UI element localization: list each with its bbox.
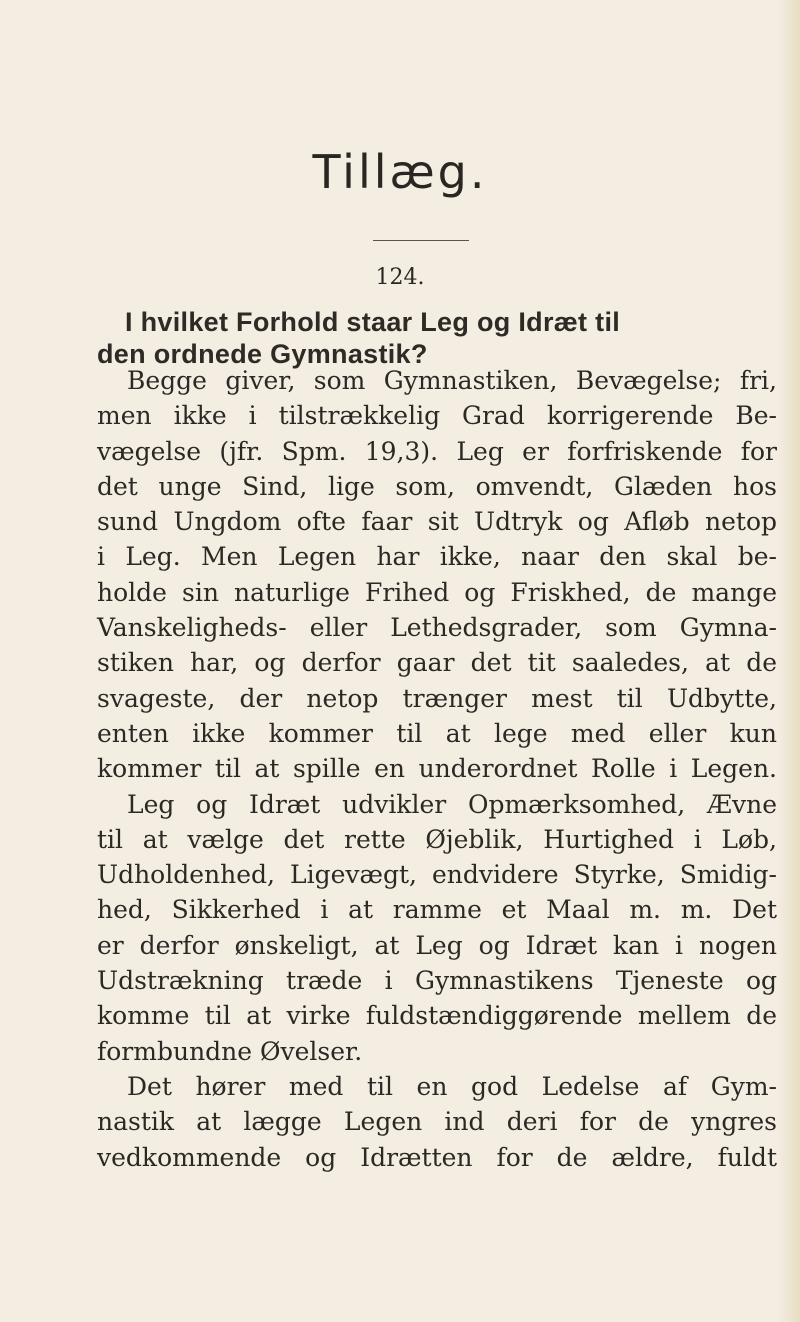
text-line: sund Ungdom ofte faar sit Udtryk og Afløb netop xyxy=(97,507,777,537)
question-number: 124. xyxy=(375,265,425,290)
text-line: vægelse (jfr. Spm. 19,3). Leg er forfriskende for xyxy=(97,436,777,466)
text-line: Det hører med til en god Ledelse af Gym- xyxy=(127,1071,777,1101)
text-line: det unge Sind, lige som, omvendt, Glæden hos xyxy=(97,471,777,501)
text-line: til at vælge det rette Øjeblik, Hurtighed i Løb, xyxy=(97,824,777,854)
answer-body xyxy=(97,363,777,1175)
text-line: holde sin naturlige Frihed og Friskhed, de mange xyxy=(97,577,777,607)
text-line: Vanskeligheds- eller Lethedsgrader, som Gymna- xyxy=(97,613,777,643)
text-line: Begge giver, som Gymnastiken, Bevægelse; fri, xyxy=(127,366,777,395)
text-line: enten ikke kommer til at lege med eller kun xyxy=(97,718,777,748)
text-line: i Leg. Men Legen har ikke, naar den skal be- xyxy=(97,542,777,572)
text-line: nastik at lægge Legen ind deri for de yngres xyxy=(97,1107,777,1137)
question-line: I hvilket Forhold staar Leg og Idræt til xyxy=(125,307,621,337)
text-line: kommer til at spille en underordnet Rolle i Legen. xyxy=(97,754,777,784)
text-line: komme til at virke fuldstændiggørende mellem de xyxy=(97,1001,777,1031)
text-line: Udstrækning træde i Gymnastikens Tjeneste og xyxy=(97,966,777,996)
text-line: vedkommende og Idrætten for de ældre, fuldt xyxy=(97,1142,777,1172)
question-line: den ordnede Gymnastik? xyxy=(97,339,428,369)
text-line: hed, Sikkerhed i at ramme et Maal m. m. Det xyxy=(97,895,777,925)
question-heading xyxy=(97,306,772,370)
text-line: stiken har, og derfor gaar det tit saaledes, at de xyxy=(97,648,777,678)
text-line: Udholdenhed, Ligevægt, endvidere Styrke, Smidig- xyxy=(97,860,777,890)
text-line: svageste, der netop trænger mest til Udbytte, xyxy=(97,683,777,713)
page-heading: Tillæg. xyxy=(312,145,488,199)
text-line: Leg og Idræt udvikler Opmærksomhed, Ævne xyxy=(127,789,777,819)
heading-divider xyxy=(373,240,469,241)
text-line: formbundne Øvelser. xyxy=(97,1036,363,1066)
text-line: men ikke i tilstrækkelig Grad korrigerende Be- xyxy=(97,401,777,431)
text-line: er derfor ønskeligt, at Leg og Idræt kan i nogen xyxy=(97,930,777,960)
